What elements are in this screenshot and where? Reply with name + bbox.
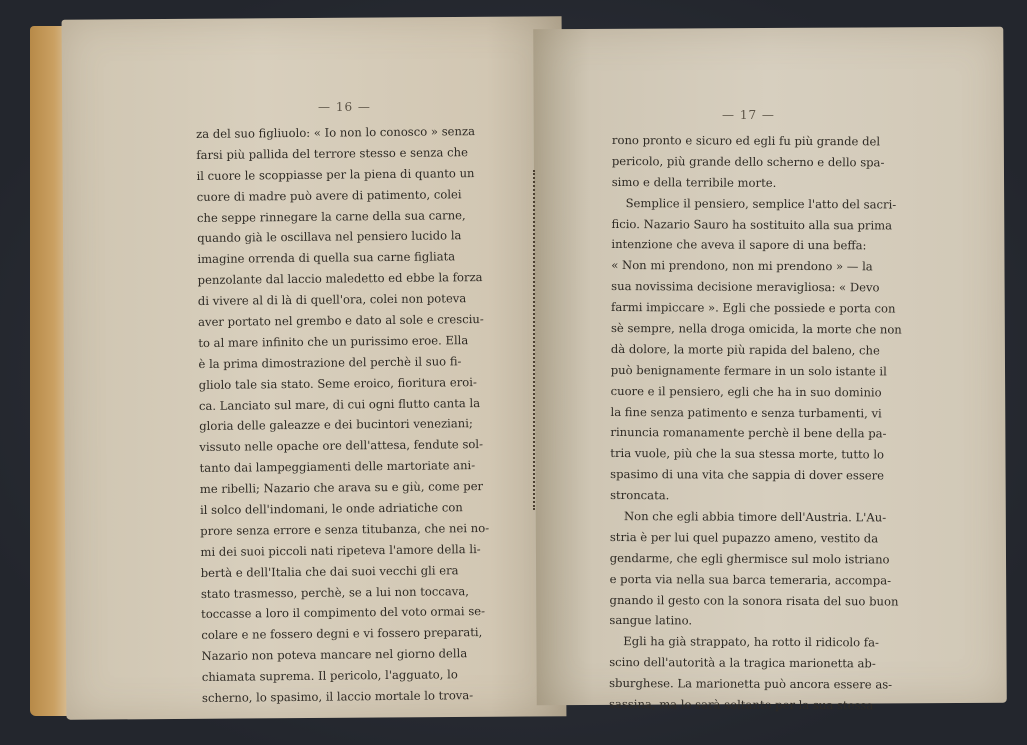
text-line: sburghese. La marionetta può ancora essere as-	[609, 676, 893, 692]
text-line: cuore di madre può avere di patimento, colei	[196, 186, 462, 204]
text-line: simo e della terribile morte.	[611, 174, 777, 190]
text-line: sua novissima decisione meravigliosa: « Devo	[611, 279, 880, 295]
text-line: è la prima dimostrazione del perchè il suo fi-	[198, 354, 462, 371]
left-page-text	[196, 121, 502, 709]
text-line: za del suo figliuolo: « Io non lo conosco » senza	[196, 124, 476, 141]
text-line: rinuncia romanamente perchè il bene della pa-	[610, 425, 887, 441]
text-line: me ribelli; Nazario che arava su e giù, come per	[199, 479, 484, 497]
text-line: imagine orrenda di quella sua carne figliata	[197, 249, 456, 267]
text-line: chiamata suprema. Il pericolo, l'agguato, lo	[201, 667, 458, 685]
right-page-text	[609, 130, 912, 717]
text-line: gloria delle galeazze e dei bucintori veneziani;	[199, 416, 473, 434]
text-line: pericolo, più grande dello scherno e dello spa-	[611, 153, 885, 170]
text-line: prore senza errore e senza titubanza, che nei no-	[200, 520, 490, 538]
text-line: scino dell'autorità a la tragica marionetta ab-	[609, 655, 876, 671]
text-line: sè sempre, nella droga omicida, la morte che non	[610, 321, 902, 337]
text-line: il solco dell'indomani, le onde adriatiche con	[199, 500, 463, 518]
text-line: toccasse a loro il compimento del voto ormai se-	[201, 604, 486, 622]
binding-thread	[533, 170, 543, 510]
text-line: farsi più pallida del terrore stesso e senza che	[196, 145, 468, 162]
text-line: sassina, ma lo sarà soltanto per la sua stessa	[608, 697, 874, 713]
text-line: spasimo di una vita che sappia di dover essere	[610, 467, 885, 483]
text-line: intenzione che aveva il sapore di una beffa:	[611, 237, 867, 253]
text-line: bertà e dell'Italia che dai suoi vecchi gli era	[200, 562, 459, 580]
text-line: colare e ne fossero degni e vi fossero preparati,	[201, 625, 483, 643]
text-line: stroncata.	[610, 488, 670, 503]
text-line: e porta via nella sua barca temeraria, accompa-	[609, 571, 892, 588]
text-line: « Non mi prendono, non mi prendono » — la	[611, 258, 873, 274]
text-line: può benignamente fermare in un solo istante il	[610, 362, 887, 379]
text-line: ca. Lanciato sul mare, di cui ogni flutto canta la	[198, 395, 481, 413]
text-line: mi dei suoi piccoli nati ripeteva l'amore della li-	[200, 541, 481, 559]
text-line: penzolante dal laccio maledetto ed ebbe la forza	[197, 270, 483, 288]
text-line: dà dolore, la morte più rapida del baleno, che	[610, 341, 880, 358]
right-page-number: — 17 —	[722, 108, 775, 122]
text-line: Egli ha già strappato, ha rotto il ridicolo fa-	[623, 634, 879, 650]
text-line: quando già le oscillava nel pensiero lucido la	[197, 228, 462, 246]
text-line: tanto dai lampeggiamenti delle martoriate ani-	[199, 458, 476, 476]
text-line: ficio. Nazario Sauro ha sostituito alla sua prima	[611, 216, 893, 233]
text-line: stria è per lui quel pupazzo ameno, vestito da	[609, 529, 879, 546]
text-line: di vivere al di là di quell'ora, colei non poteva	[197, 291, 467, 309]
text-line: il cuore le scoppiasse per la piena di quanto un	[196, 165, 475, 183]
text-line: gnando il gesto con la sonora risata del suo buon	[609, 592, 899, 609]
text-line: tria vuole, più che la sua stessa morte, tutto lo	[610, 446, 885, 462]
text-line: rono pronto e sicuro ed egli fu più grande del	[611, 132, 881, 149]
text-line: aver portato nel grembo e dato al sole e cresciu-	[198, 312, 484, 330]
text-line: cuore e il pensiero, egli che ha in suo dominio	[610, 383, 882, 400]
text-line: scherno, lo spasimo, il laccio mortale lo trova-	[201, 688, 474, 706]
text-line: gliolo tale sia stato. Seme eroico, fioritura eroi-	[198, 374, 477, 392]
left-page-number: — 16 —	[318, 100, 371, 114]
text-line: che seppe rinnegare la carne della sua carne,	[196, 207, 466, 225]
text-line: vissuto nelle opache ore dell'attesa, fendute sol-	[199, 437, 484, 455]
text-line: Non che egli abbia timore dell'Austria. L'Au-	[623, 509, 887, 525]
text-line: gendarme, che egli ghermisce sul molo istriano	[609, 550, 890, 567]
text-line: farmi impiccare ». Egli che possiede e porta con	[611, 300, 896, 316]
text-line: la fine senza patimento e senza turbamenti, vi	[610, 404, 882, 420]
text-line: sangue latino.	[609, 613, 693, 628]
text-line: to al mare infinito che un purissimo eroe. Ella	[198, 333, 469, 350]
text-line: Nazario non poteva mancare nel giorno della	[201, 646, 468, 664]
text-line: stato trasmesso, perchè, se a lui non toccava,	[200, 583, 469, 601]
text-line: Semplice il pensiero, semplice l'atto del sacri-	[625, 195, 897, 212]
